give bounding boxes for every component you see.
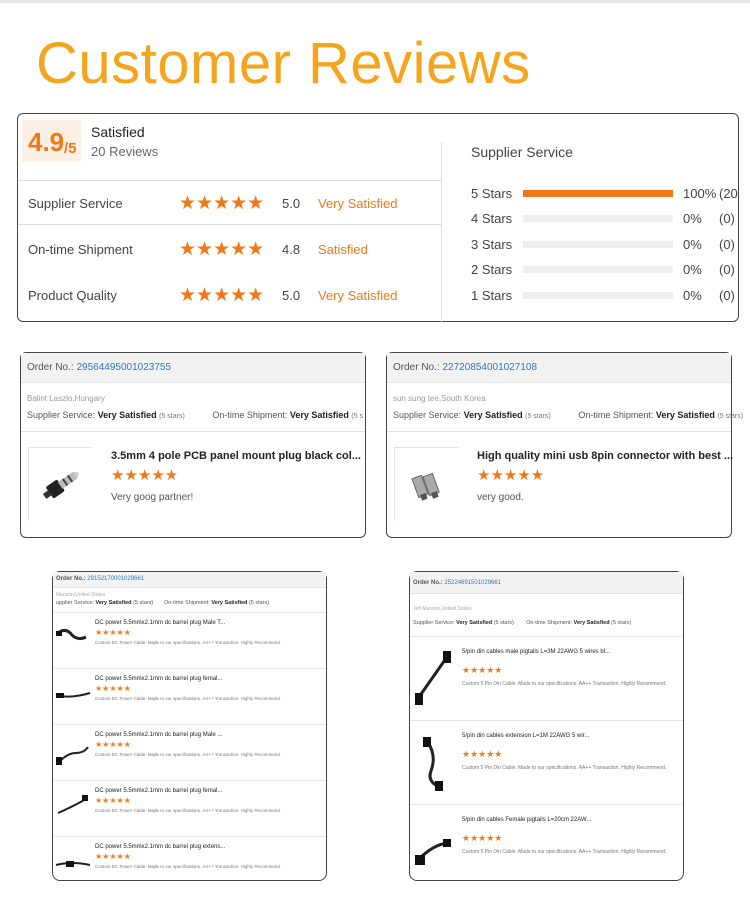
metric-row-product-quality xyxy=(18,286,442,306)
buyer-info: Jeff Manson,United States xyxy=(413,606,472,612)
star-rating: ★★★★★ xyxy=(95,796,131,805)
dc-cable-image xyxy=(56,619,90,661)
distribution-row xyxy=(471,237,741,253)
satisfaction-label: Satisfied xyxy=(91,124,145,140)
review-card xyxy=(386,352,744,538)
distribution-label: 5 Stars xyxy=(471,186,513,201)
distribution-row xyxy=(471,262,741,278)
distribution-title: Supplier Service xyxy=(471,144,573,160)
buyer-info: Balint Laszlo,Hungary xyxy=(27,394,105,403)
top-divider xyxy=(0,0,750,3)
order-number-link[interactable]: 29564495001023755 xyxy=(76,362,172,373)
din-cable-image xyxy=(413,647,453,709)
review-comment: Custom DC Power Cable. Made to our specifications. AA++ Transaction. Highly Recommend. xyxy=(95,640,282,645)
dc-cable-image xyxy=(56,787,90,829)
list-item[interactable] xyxy=(53,836,326,892)
order-number-link[interactable]: 25224691501029661 xyxy=(444,580,502,586)
distribution-count: (0) xyxy=(719,288,735,303)
order-number-link[interactable]: 29152170001029661 xyxy=(87,576,145,582)
review-card xyxy=(20,352,366,538)
distribution-bar-track xyxy=(523,266,673,273)
din-cable-image xyxy=(413,815,453,877)
star-rating: ★★★★★ xyxy=(95,852,131,861)
star-rating: ★★★★★ xyxy=(95,684,131,693)
overall-score: 4.9 xyxy=(28,127,65,157)
page-title: Customer Reviews xyxy=(36,31,531,96)
row-divider xyxy=(18,180,442,181)
star-rating: ★★★★★ xyxy=(111,467,179,484)
distribution-row xyxy=(471,211,741,227)
distribution-bar-track xyxy=(523,292,673,299)
list-item[interactable] xyxy=(410,804,683,888)
distribution-percent: 100% xyxy=(683,186,717,201)
order-number-line: Order No.: 29564495001023755 xyxy=(27,362,172,373)
review-comment: Very goog partner! xyxy=(111,492,194,503)
review-screenshot-card xyxy=(52,571,327,881)
review-comment: Custom 5 Pin Din Cable. Made to our specifications. AA++ Transaction. Highly Recommend. xyxy=(462,681,667,687)
star-rating: ★★★★★ xyxy=(179,285,265,306)
list-item[interactable] xyxy=(410,636,683,720)
service-ratings: Supplier Service: Very Satisfied (5 stars) On-time Shipment: Very Satisfied (5 stars) xyxy=(393,410,744,420)
distribution-percent: 0% xyxy=(683,262,702,277)
dc-cable-image xyxy=(56,731,90,773)
dc-cable-image xyxy=(56,843,90,885)
dc-cable-image xyxy=(56,675,90,717)
rating-summary-panel xyxy=(17,113,739,322)
usb-connector-image xyxy=(395,448,459,522)
star-rating: ★★★★★ xyxy=(95,740,131,749)
distribution-count: (0) xyxy=(719,262,735,277)
product-thumbnail[interactable] xyxy=(394,447,458,521)
product-title: DC power 5.5mmx2.1mm dc barrel plug extens... xyxy=(95,844,226,850)
metric-label: On-time Shipment xyxy=(28,242,133,257)
product-title: DC power 5.5mmx2.1mm dc barrel plug Male T... xyxy=(95,620,226,626)
divider xyxy=(387,431,731,432)
distribution-count: (0) xyxy=(719,237,735,252)
distribution-percent: 0% xyxy=(683,237,702,252)
product-title: 5/pin din cables Female pigtails L=20cm 22AW... xyxy=(462,817,592,823)
metric-text: Very Satisfied xyxy=(318,196,398,211)
distribution-label: 4 Stars xyxy=(471,211,513,226)
review-comment: Custom DC Power Cable. Made to our specifications. AA++ Transaction. Highly Recommend. xyxy=(95,864,282,869)
review-comment: Custom 5 Pin Din Cable. Made to our specifications. AA++ Transaction. Highly Recommend. xyxy=(462,849,667,855)
product-title: DC power 5.5mmx2.1mm dc barrel plug femal... xyxy=(95,676,223,682)
order-number-line: Order No.: 22720854001027108 xyxy=(393,362,538,373)
distribution-count: (0) xyxy=(719,211,735,226)
review-comment: Custom 5 Pin Din Cable. Made to our specifications. AA++ Transaction. Highly Recommend. xyxy=(462,765,667,771)
product-title[interactable]: High quality mini usb 8pin connector with best ... xyxy=(477,450,734,462)
row-divider xyxy=(18,224,442,225)
list-item[interactable] xyxy=(53,724,326,780)
review-comment: Custom DC Power Cable. Made to our specifications. AA++ Transaction. Highly Recommend. xyxy=(95,696,282,701)
review-comment: very good. xyxy=(477,492,524,503)
star-rating: ★★★★★ xyxy=(477,467,545,484)
review-comment: Custom DC Power Cable. Made to our specifications. AA++ Transaction. Highly Recommend. xyxy=(95,752,282,757)
product-thumbnail[interactable] xyxy=(28,447,92,521)
metric-value: 5.0 xyxy=(282,196,301,211)
order-number-link[interactable]: 22720854001027108 xyxy=(442,362,538,373)
list-item[interactable] xyxy=(53,668,326,724)
metric-label: Product Quality xyxy=(28,288,117,303)
star-rating: ★★★★★ xyxy=(95,628,131,637)
review-comment: Custom DC Power Cable. Made to our specifications. AA++ Transaction. Highly Recommend. xyxy=(95,808,282,813)
product-title: DC power 5.5mmx2.1mm dc barrel plug femal... xyxy=(95,788,223,794)
product-title: DC power 5.5mmx2.1mm dc barrel plug Male ... xyxy=(95,732,223,738)
star-rating: ★★★★★ xyxy=(179,239,265,260)
star-rating: ★★★★★ xyxy=(462,665,503,675)
star-rating: ★★★★★ xyxy=(462,749,503,759)
product-title: 5/pin din cables extension L=1M 22AWG 5 wir... xyxy=(462,733,590,739)
distribution-percent: 0% xyxy=(683,211,702,226)
metric-value: 5.0 xyxy=(282,288,301,303)
distribution-percent: 0% xyxy=(683,288,702,303)
distribution-bar-fill xyxy=(523,190,673,197)
score-badge xyxy=(22,120,81,162)
order-number-line: Order No.: 29152170001029661 xyxy=(56,576,145,582)
metric-row-supplier-service xyxy=(18,194,442,214)
metric-label: Supplier Service xyxy=(28,196,123,211)
distribution-label: 3 Stars xyxy=(471,237,513,252)
star-rating: ★★★★★ xyxy=(179,193,265,214)
distribution-bar-track xyxy=(523,190,673,197)
distribution-row xyxy=(471,288,741,304)
product-title[interactable]: 3.5mm 4 pole PCB panel mount plug black col... xyxy=(111,450,361,462)
distribution-bar-track xyxy=(523,215,673,222)
product-title: 5/pin din cables male pigtails L=3M 22AWG 5 wires bl... xyxy=(462,649,611,655)
review-screenshot-card xyxy=(409,571,684,881)
din-cable-image xyxy=(413,731,453,793)
list-item[interactable] xyxy=(53,612,326,668)
service-ratings: upplier Service: Very Satisfied (5 stars) On-time Shipment: Very Satisfied (5 stars) xyxy=(56,600,270,606)
distribution-count: (20 xyxy=(719,186,738,201)
buyer-info: Manson,United States xyxy=(56,592,106,598)
list-item[interactable] xyxy=(53,780,326,836)
metric-value: 4.8 xyxy=(282,242,301,257)
review-count: 20 Reviews xyxy=(91,144,159,159)
metric-row-on-time-shipment xyxy=(18,240,442,260)
service-ratings: Supplier Service: Very Satisfied (5 stars) On-time Shipment: Very Satisfied (5 stars) xyxy=(413,620,632,626)
metric-text: Satisfied xyxy=(318,242,368,257)
distribution-label: 1 Stars xyxy=(471,288,513,303)
divider xyxy=(21,431,365,432)
list-item[interactable] xyxy=(410,720,683,804)
star-rating: ★★★★★ xyxy=(462,833,503,843)
service-ratings: Supplier Service: Very Satisfied (5 stars) On-time Shipment: Very Satisfied (5 s xyxy=(27,410,364,420)
audio-plug-image xyxy=(29,448,93,522)
metric-text: Very Satisfied xyxy=(318,288,398,303)
distribution-label: 2 Stars xyxy=(471,262,513,277)
order-number-line: Order No.: 25224691501029661 xyxy=(413,580,502,586)
score-denominator: /5 xyxy=(64,140,77,157)
buyer-info: sun sung tee,South Korea xyxy=(393,394,486,403)
distribution-bar-track xyxy=(523,241,673,248)
distribution-row xyxy=(471,186,741,202)
